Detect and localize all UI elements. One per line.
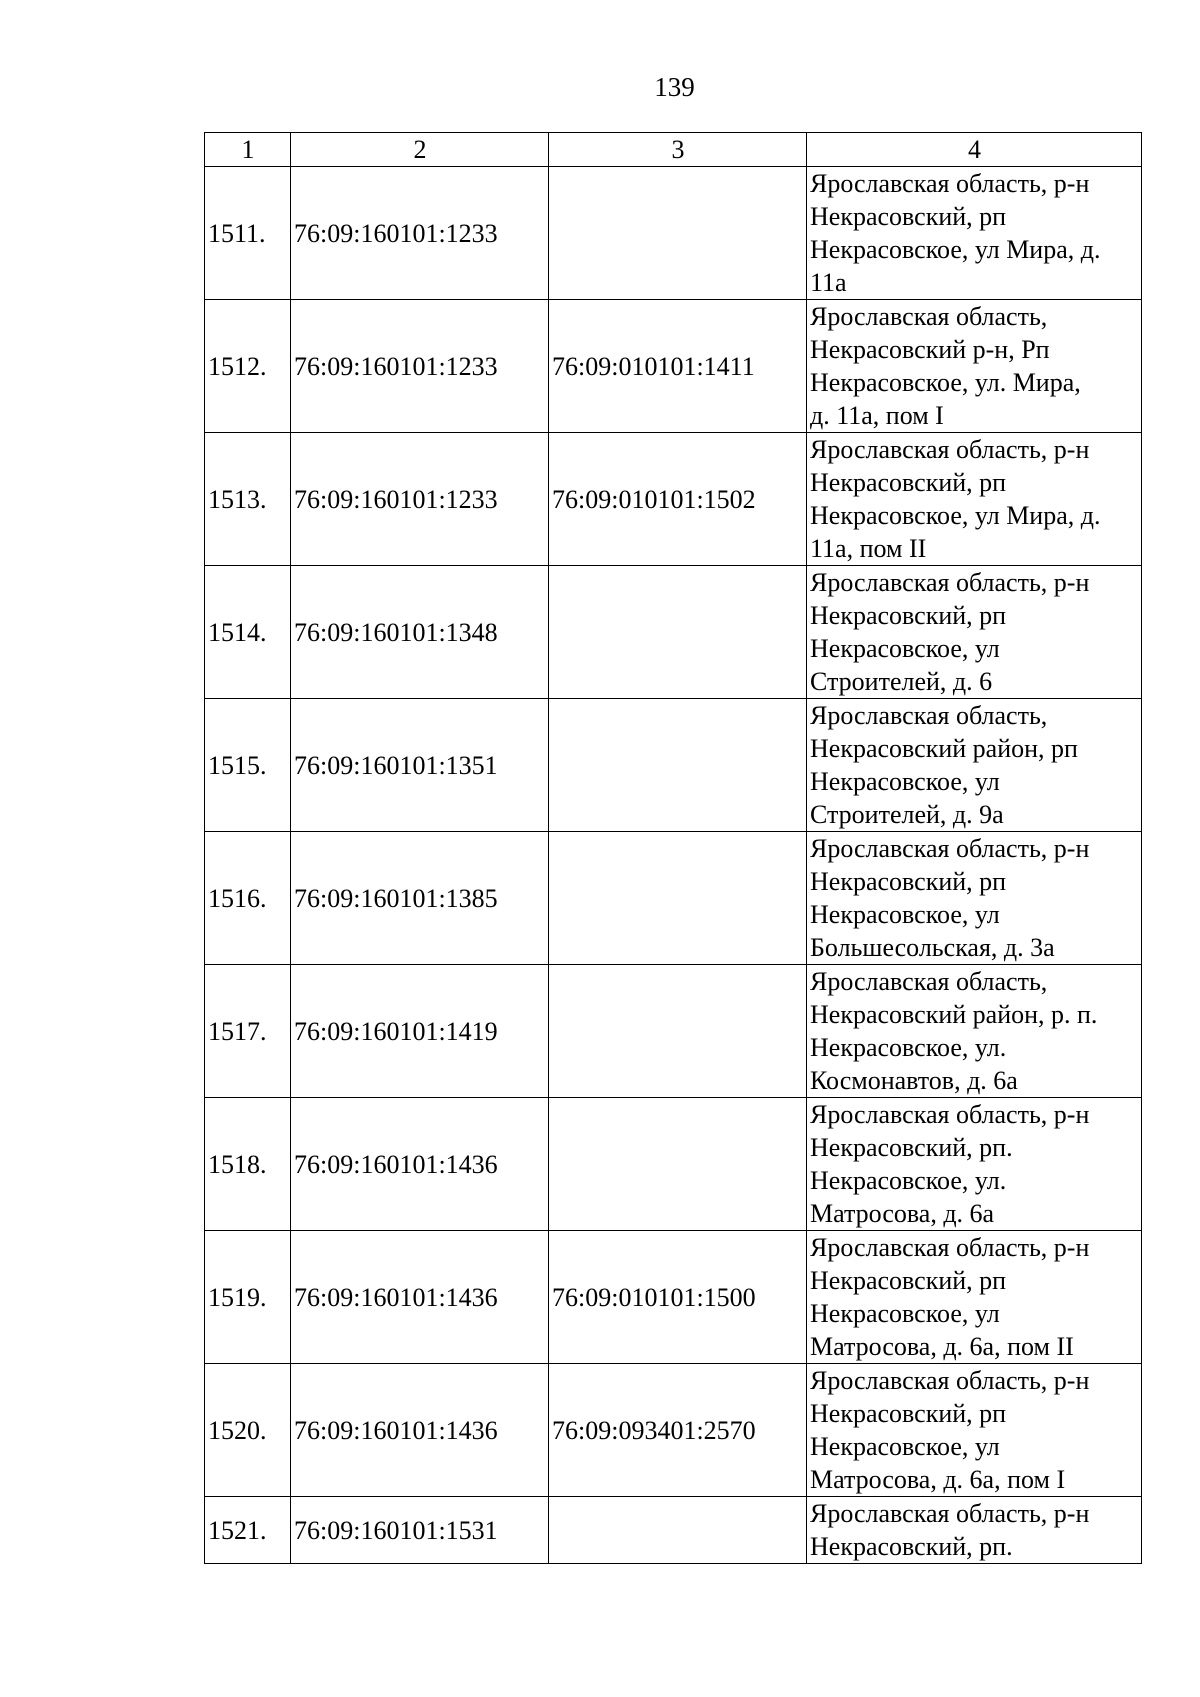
secondary-cadastral-number: 76:09:010101:1411: [549, 300, 807, 433]
table-row: [205, 1098, 1142, 1231]
cadastral-number: 76:09:160101:1436: [291, 1231, 549, 1364]
header-col-3: 3: [549, 133, 807, 167]
table-row: [205, 566, 1142, 699]
header-col-1: 1: [205, 133, 291, 167]
row-number: 1519.: [205, 1231, 291, 1364]
table-row: [205, 1231, 1142, 1364]
page-number: 139: [654, 72, 695, 102]
table-header: [205, 133, 1142, 167]
cadastral-number: 76:09:160101:1419: [291, 965, 549, 1098]
secondary-cadastral-number: [549, 167, 807, 300]
address-cell: Ярославская область, р-н Некрасовский, рп Некрасовское, ул Мира, д. 11а: [807, 167, 1142, 300]
row-number: 1516.: [205, 832, 291, 965]
secondary-cadastral-number: [549, 1098, 807, 1231]
address-cell: Ярославская область, р-н Некрасовский, рп Некрасовское, ул Большесольская, д. 3а: [807, 832, 1142, 965]
registry-table: [204, 132, 1142, 1564]
address-cell: Ярославская область, Некрасовский район, р. п. Некрасовское, ул. Космонавтов, д. 6а: [807, 965, 1142, 1098]
address-cell: Ярославская область, р-н Некрасовский, рп Некрасовское, ул Мира, д. 11а, пом II: [807, 433, 1142, 566]
address-cell: Ярославская область, р-н Некрасовский, рп Некрасовское, ул Строителей, д. 6: [807, 566, 1142, 699]
table-row: [205, 1497, 1142, 1564]
secondary-cadastral-number: [549, 566, 807, 699]
cadastral-number: 76:09:160101:1436: [291, 1364, 549, 1497]
row-number: 1513.: [205, 433, 291, 566]
header-col-4: 4: [807, 133, 1142, 167]
table-row: [205, 167, 1142, 300]
row-number: 1515.: [205, 699, 291, 832]
row-number: 1511.: [205, 167, 291, 300]
secondary-cadastral-number: 76:09:010101:1502: [549, 433, 807, 566]
address-cell: Ярославская область, Некрасовский р-н, Рп Некрасовское, ул. Мира, д. 11а, пом I: [807, 300, 1142, 433]
row-number: 1512.: [205, 300, 291, 433]
cadastral-number: 76:09:160101:1348: [291, 566, 549, 699]
secondary-cadastral-number: 76:09:010101:1500: [549, 1231, 807, 1364]
address-cell: Ярославская область, р-н Некрасовский, рп. Некрасовское, ул. Матросова, д. 6а: [807, 1098, 1142, 1231]
secondary-cadastral-number: [549, 699, 807, 832]
cadastral-number: 76:09:160101:1351: [291, 699, 549, 832]
header-col-2: 2: [291, 133, 549, 167]
address-cell: Ярославская область, р-н Некрасовский, рп.: [807, 1497, 1142, 1564]
cadastral-number: 76:09:160101:1385: [291, 832, 549, 965]
cadastral-number: 76:09:160101:1531: [291, 1497, 549, 1564]
row-number: 1514.: [205, 566, 291, 699]
table-row: [205, 1364, 1142, 1497]
secondary-cadastral-number: [549, 1497, 807, 1564]
cadastral-number: 76:09:160101:1233: [291, 433, 549, 566]
row-number: 1521.: [205, 1497, 291, 1564]
address-cell: Ярославская область, р-н Некрасовский, рп Некрасовское, ул Матросова, д. 6а, пом II: [807, 1231, 1142, 1364]
secondary-cadastral-number: [549, 832, 807, 965]
table-row: [205, 699, 1142, 832]
table-row: [205, 832, 1142, 965]
header-row: [205, 133, 1142, 167]
table-body: [205, 167, 1142, 1564]
table-row: [205, 433, 1142, 566]
table-row: [205, 300, 1142, 433]
table-row: [205, 965, 1142, 1098]
address-cell: Ярославская область, р-н Некрасовский, рп Некрасовское, ул Матросова, д. 6а, пом I: [807, 1364, 1142, 1497]
secondary-cadastral-number: 76:09:093401:2570: [549, 1364, 807, 1497]
cadastral-number: 76:09:160101:1233: [291, 167, 549, 300]
row-number: 1517.: [205, 965, 291, 1098]
address-cell: Ярославская область, Некрасовский район, рп Некрасовское, ул Строителей, д. 9а: [807, 699, 1142, 832]
row-number: 1520.: [205, 1364, 291, 1497]
cadastral-number: 76:09:160101:1233: [291, 300, 549, 433]
row-number: 1518.: [205, 1098, 291, 1231]
secondary-cadastral-number: [549, 965, 807, 1098]
cadastral-number: 76:09:160101:1436: [291, 1098, 549, 1231]
